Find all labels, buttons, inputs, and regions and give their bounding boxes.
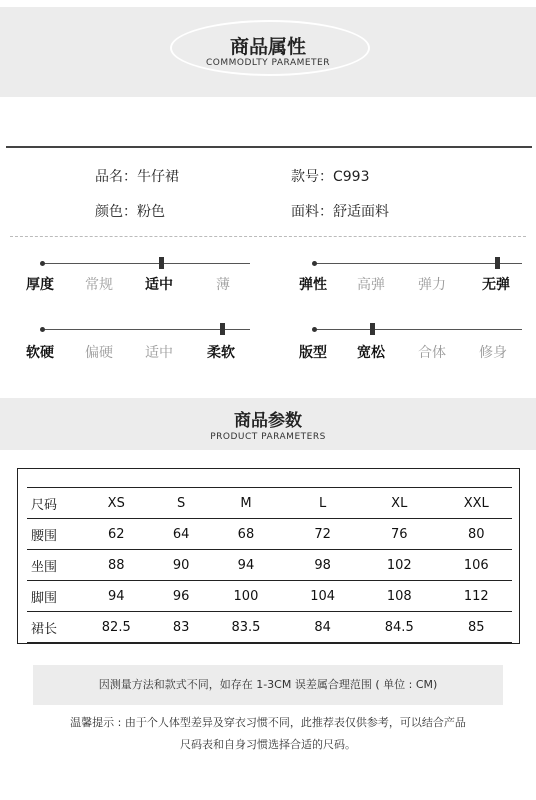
table-cell: 108 [358, 581, 441, 612]
scale-option-selected: 适中 [145, 277, 173, 293]
scale-option: 高弹 [357, 277, 385, 293]
scale-start-dot [40, 327, 45, 332]
table-cell: 94 [205, 550, 288, 581]
table-row-label: 腰围 [27, 519, 75, 550]
scale-start-dot [312, 327, 317, 332]
product-name-label: 品名： [95, 169, 137, 185]
product-color-value: 粉色 [137, 204, 165, 220]
scale-option: 弹力 [418, 277, 446, 293]
scale-start-dot [312, 261, 317, 266]
table-cell: 68 [205, 519, 288, 550]
scale-marker [370, 323, 375, 335]
table-cell: 82.5 [75, 612, 158, 643]
scale-option: 常规 [85, 277, 113, 293]
table-cell: 98 [287, 550, 358, 581]
scale-option-selected: 宽松 [357, 345, 385, 361]
scale-track [42, 329, 250, 330]
table-cell: 100 [205, 581, 288, 612]
table-cell: 83.5 [205, 612, 288, 643]
table-row [27, 581, 512, 612]
scale-marker [220, 323, 225, 335]
table-row-label: 坐围 [27, 550, 75, 581]
scale-thickness-label: 厚度 [26, 277, 54, 293]
table-header-cell: L [287, 488, 358, 519]
table-header-cell: XXL [441, 488, 512, 519]
table-row [27, 612, 512, 643]
table-cell: 94 [75, 581, 158, 612]
params-title: 商品参数 [234, 411, 302, 431]
scale-option: 合体 [418, 345, 446, 361]
scale-softness-label: 软硬 [26, 345, 54, 361]
scale-option-selected: 柔软 [207, 345, 235, 361]
table-row [27, 550, 512, 581]
tip-line-2: 尺码表和自身习惯选择合适的尺码。 [180, 738, 356, 751]
table-cell: 85 [441, 612, 512, 643]
table-header-cell: S [158, 488, 205, 519]
table-cell: 88 [75, 550, 158, 581]
product-color [95, 201, 165, 221]
table-cell: 83 [158, 612, 205, 643]
table-cell: 62 [75, 519, 158, 550]
table-cell: 90 [158, 550, 205, 581]
size-table [27, 487, 512, 643]
table-cell: 64 [158, 519, 205, 550]
product-fabric-value: 舒适面料 [333, 204, 389, 220]
style-number [291, 166, 370, 186]
table-cell: 84 [287, 612, 358, 643]
product-name [95, 166, 179, 186]
table-cell: 76 [358, 519, 441, 550]
scale-option: 修身 [479, 345, 507, 361]
product-color-label: 颜色： [95, 204, 137, 220]
params-subtitle: PRODUCT PARAMETERS [210, 432, 326, 442]
header-title: 商品属性 [229, 36, 306, 58]
scale-track [42, 263, 250, 264]
table-cell: 112 [441, 581, 512, 612]
header-subtitle: COMMODLTY PARAMETER [206, 58, 330, 68]
scale-option: 薄 [216, 277, 230, 293]
product-fabric-label: 面料： [291, 204, 333, 220]
scale-marker [495, 257, 500, 269]
scale-track [314, 263, 522, 264]
table-row [27, 519, 512, 550]
scale-fit-label: 版型 [299, 345, 327, 361]
table-header-cell: XS [75, 488, 158, 519]
product-name-value: 牛仔裙 [137, 169, 179, 185]
scale-option: 适中 [145, 345, 173, 361]
table-header-cell: M [205, 488, 288, 519]
dashed-divider [10, 236, 526, 237]
section-divider [6, 146, 532, 148]
scale-track [314, 329, 522, 330]
table-cell: 104 [287, 581, 358, 612]
table-cell: 102 [358, 550, 441, 581]
measurement-note: 因测量方法和款式不同，如存在 1-3CM 误差属合理范围 ( 单位 : CM) [33, 665, 503, 705]
product-fabric [291, 201, 389, 221]
style-number-value: C993 [333, 169, 370, 185]
scale-elasticity-label: 弹性 [299, 277, 327, 293]
scale-marker [159, 257, 164, 269]
scale-option-selected: 无弹 [482, 277, 510, 293]
table-header-cell: 尺码 [27, 488, 75, 519]
scale-start-dot [40, 261, 45, 266]
table-header-cell: XL [358, 488, 441, 519]
table-row-label: 裙长 [27, 612, 75, 643]
table-cell: 80 [441, 519, 512, 550]
style-number-label: 款号： [291, 169, 333, 185]
table-cell: 96 [158, 581, 205, 612]
table-cell: 84.5 [358, 612, 441, 643]
table-header-row [27, 488, 512, 519]
table-cell: 72 [287, 519, 358, 550]
tip-line-1: 温馨提示 : 由于个人体型差异及穿衣习惯不同，此推荐表仅供参考，可以结合产品 [70, 716, 466, 729]
table-row-label: 脚围 [27, 581, 75, 612]
table-cell: 106 [441, 550, 512, 581]
scale-option: 偏硬 [85, 345, 113, 361]
